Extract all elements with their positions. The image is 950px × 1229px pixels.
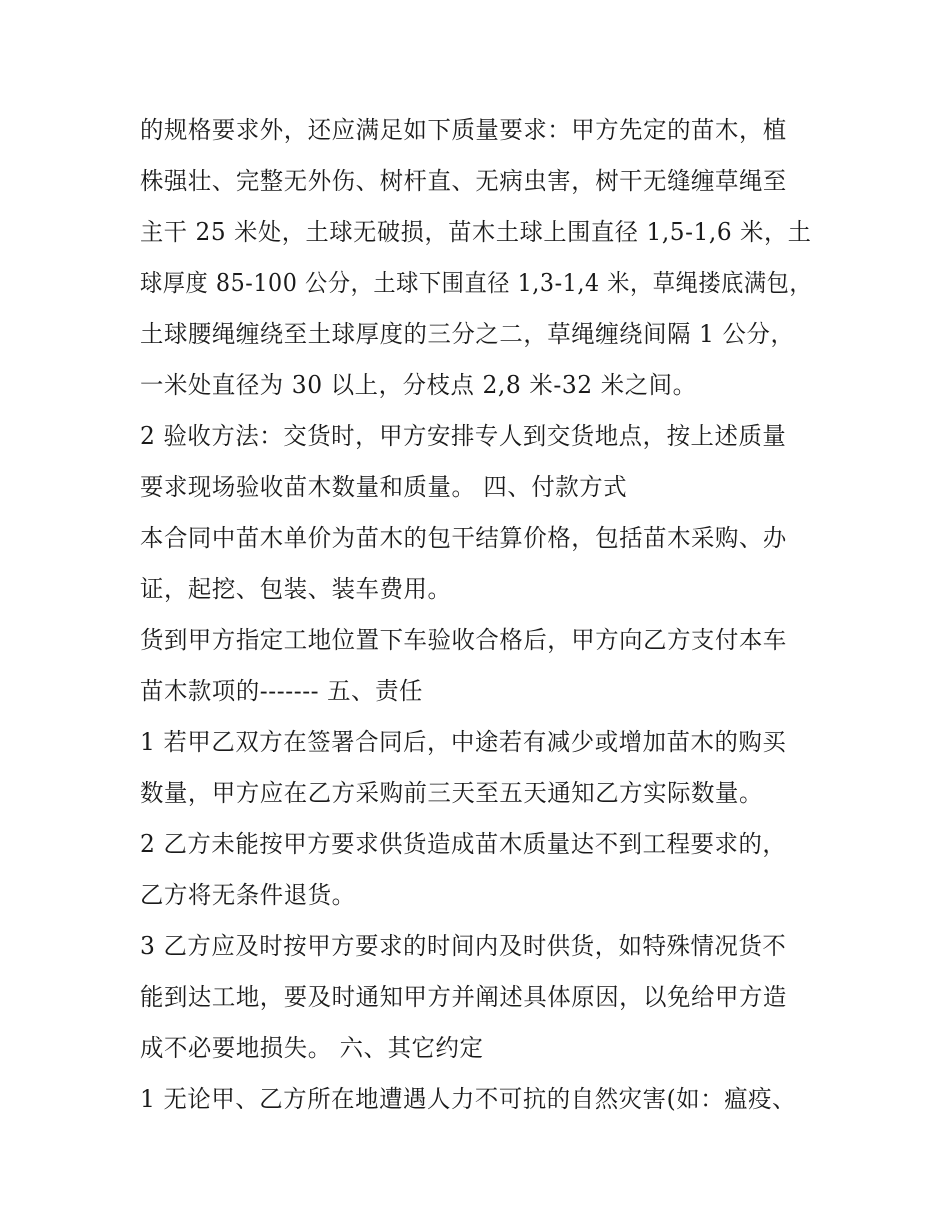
text-line: 要求现场验收苗木数量和质量。 四、付款方式 <box>140 473 628 501</box>
text-line: 乙方将无条件退货。 <box>140 881 356 909</box>
text-line: 2 乙方未能按甲方要求供货造成苗木质量达不到工程要求的， <box>140 830 787 858</box>
text-line: 一米处直径为 30 以上，分枝点 2,8 米-32 米之间。 <box>140 371 697 399</box>
text-line: 球厚度 85-100 公分，土球下围直径 1,3-1,4 米，草绳搂底满包， <box>140 269 813 297</box>
text-line: 1 若甲乙双方在签署合同后，中途若有减少或增加苗木的购买 <box>140 728 787 756</box>
text-line: 1 无论甲、乙方所在地遭遇人力不可抗的自然灾害(如：瘟疫、 <box>140 1085 797 1113</box>
text-line: 货到甲方指定工地位置下车验收合格后，甲方向乙方支付本车 <box>140 626 787 654</box>
text-line: 土球腰绳缠绕至土球厚度的三分之二，草绳缠绕间隔 1 公分， <box>140 320 795 348</box>
text-line: 能到达工地，要及时通知甲方并阐述具体原因，以免给甲方造 <box>140 983 787 1011</box>
text-line: 株强壮、完整无外伤、树杆直、无病虫害，树干无缝缠草绳至 <box>140 167 787 195</box>
text-line: 2 验收方法：交货时，甲方安排专人到交货地点，按上述质量 <box>140 422 787 450</box>
text-line: 证，起挖、包装、装车费用。 <box>140 575 452 603</box>
text-line: 数量，甲方应在乙方采购前三天至五天通知乙方实际数量。 <box>140 779 763 807</box>
text-line: 本合同中苗木单价为苗木的包干结算价格，包括苗木采购、办 <box>140 524 787 552</box>
text-line: 主干 25 米处，土球无破损，苗木土球上围直径 1,5-1,6 米，土 <box>140 218 812 246</box>
text-line: 苗木款项的------- 五、责任 <box>140 677 424 705</box>
text-line: 3 乙方应及时按甲方要求的时间内及时供货，如特殊情况货不 <box>140 932 787 960</box>
text-line: 的规格要求外，还应满足如下质量要求：甲方先定的苗木，植 <box>140 116 787 144</box>
text-line: 成不必要地损失。 六、其它约定 <box>140 1034 484 1062</box>
